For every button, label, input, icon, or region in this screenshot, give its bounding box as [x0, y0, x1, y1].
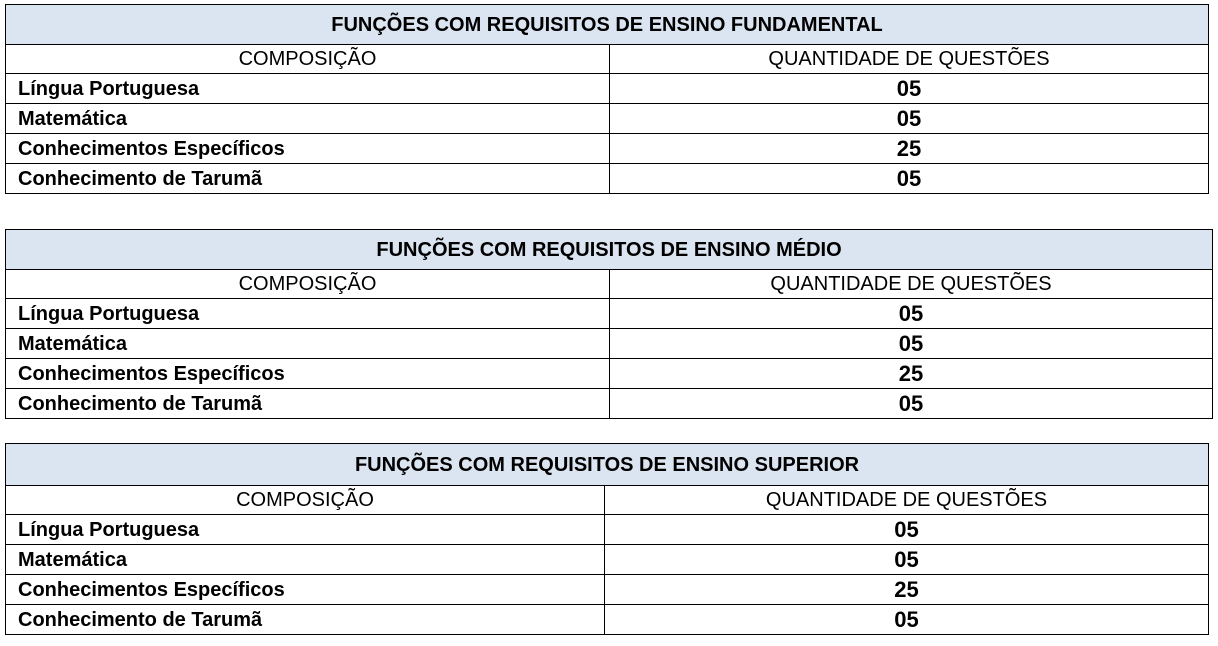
subject-cell: Língua Portuguesa: [6, 299, 610, 329]
subject-cell: Conhecimento de Tarumã: [6, 164, 610, 194]
table-row: [6, 164, 1209, 194]
subject-cell: Conhecimento de Tarumã: [6, 605, 605, 635]
count-cell: 05: [610, 164, 1209, 194]
column-header-composicao: COMPOSIÇÃO: [6, 486, 605, 515]
table-row: [6, 389, 1213, 419]
subject-cell: Língua Portuguesa: [6, 74, 610, 104]
column-header-composicao: COMPOSIÇÃO: [6, 270, 610, 299]
subject-cell: Matemática: [6, 104, 610, 134]
count-cell: 05: [610, 389, 1213, 419]
count-cell: 05: [610, 104, 1209, 134]
table-row: [6, 515, 1209, 545]
subject-cell: Conhecimentos Específicos: [6, 575, 605, 605]
count-cell: 05: [605, 515, 1209, 545]
column-header-quantidade: QUANTIDADE DE QUESTÕES: [610, 45, 1209, 74]
table-title: FUNÇÕES COM REQUISITOS DE ENSINO SUPERIOR: [6, 444, 1209, 486]
subject-cell: Conhecimento de Tarumã: [6, 389, 610, 419]
table-header-row: [6, 270, 1213, 299]
column-header-quantidade: QUANTIDADE DE QUESTÕES: [610, 270, 1213, 299]
table-header-row: [6, 45, 1209, 74]
subject-cell: Conhecimentos Específicos: [6, 134, 610, 164]
subject-cell: Matemática: [6, 329, 610, 359]
count-cell: 05: [610, 74, 1209, 104]
table-row: [6, 545, 1209, 575]
count-cell: 05: [610, 299, 1213, 329]
table-row: [6, 299, 1213, 329]
table-row: [6, 605, 1209, 635]
column-header-composicao: COMPOSIÇÃO: [6, 45, 610, 74]
subject-cell: Língua Portuguesa: [6, 515, 605, 545]
table-row: [6, 359, 1213, 389]
table-ensino-superior: [5, 443, 1209, 635]
table-title: FUNÇÕES COM REQUISITOS DE ENSINO FUNDAMENTAL: [6, 5, 1209, 45]
count-cell: 25: [605, 575, 1209, 605]
subject-cell: Matemática: [6, 545, 605, 575]
count-cell: 05: [610, 329, 1213, 359]
column-header-quantidade: QUANTIDADE DE QUESTÕES: [605, 486, 1209, 515]
table-row: [6, 104, 1209, 134]
table-ensino-medio: [5, 229, 1213, 419]
count-cell: 05: [605, 605, 1209, 635]
table-ensino-fundamental: [5, 4, 1209, 194]
count-cell: 25: [610, 359, 1213, 389]
table-row: [6, 74, 1209, 104]
table-row: [6, 575, 1209, 605]
table-row: [6, 329, 1213, 359]
table-header-row: [6, 486, 1209, 515]
table-title-row: [6, 5, 1209, 45]
count-cell: 05: [605, 545, 1209, 575]
table-title-row: [6, 230, 1213, 270]
count-cell: 25: [610, 134, 1209, 164]
table-row: [6, 134, 1209, 164]
table-title: FUNÇÕES COM REQUISITOS DE ENSINO MÉDIO: [6, 230, 1213, 270]
table-title-row: [6, 444, 1209, 486]
subject-cell: Conhecimentos Específicos: [6, 359, 610, 389]
